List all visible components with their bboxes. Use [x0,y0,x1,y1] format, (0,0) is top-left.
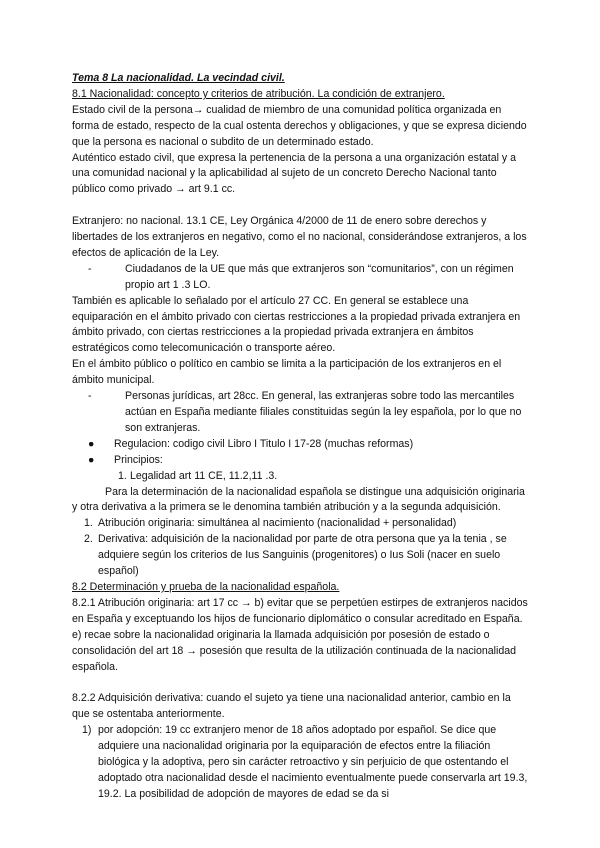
paragraph: En el ámbito público o político en cambio se limita a la participación de los extranjeros en el ámbito municipal. [72,358,502,387]
number-marker: 1. [118,469,127,482]
list-item-text: Personas jurídicas, art 28cc. En general, las extranjeras sobre todo las mercantiles actúan en España mediante filiales constituidas según la ley española, por lo que no son extranjeras. [125,390,522,434]
list-item-text: Legalidad art 11 CE, 11.2,11 .3. [130,469,278,482]
paragraph: Estado civil de la persona→ cualidad de miembro de una comunidad política organizada en forma de estado, respecto de la cual ostenta derechos y obligaciones, y que se expresa diciendo que la persona es nacional o subdito de un determinado estado. [72,103,527,148]
list-item [72,437,530,453]
spacer [72,675,530,691]
paragraph: 8.2.1 Atribución originaria: art 17 cc → b) evitar que se perpetúen estirpes de extranjeros nacidos en España y exceptuando los hijos de funcionario diplomático o consular acreditado en España. [72,596,528,625]
list-item [72,262,530,294]
paragraph: También es aplicable lo señalado por el artículo 27 CC. En general se establece una equiparación en el ámbito privado con ciertas restricciones a la propiedad privada extranjera en ámbito privado, con ciertas restricciones a la propiedad privada extranjera en ámbitos estratégicos como telecomunicación o transporte aéreo. [72,294,521,355]
list-item [72,532,530,580]
section-8-2-heading: 8.2 Determinación y prueba de la nacionalidad española. [72,580,340,593]
number-marker: 1. [84,517,93,530]
bullet-icon: ● [88,437,95,450]
list-item-text: Principios: [114,453,163,466]
list-item [72,469,530,485]
paragraph: Para la determinación de la nacionalidad española se distingue una adquisición originaria y otra derivativa a la primera se le denomina también atribución y a la segunda adquisición. [72,485,525,514]
list-item-text: por adopción: 19 cc extranjero menor de 18 años adoptado por español. Se dice que adquiere una nacionalidad originaria por la equiparación de efectos entre la filiación biológica y la adoptiva, pero sin carácter retroactivo y sin perjuicio de que ostentando el adoptado otra nacionalidad desde el nacimiento eventualmente puede conservarla art 19.3, 19.2. La posibilidad de adopción de mayores de edad se da si [98,724,528,800]
spacer [72,198,530,214]
list-item-text: Regulacion: codigo civil Libro I Titulo I 17-28 (muchas reformas) [114,437,414,450]
document-page [72,71,530,803]
section-8-1-heading: 8.1 Nacionalidad: concepto y criterios de atribución. La condición de extranjero. [72,87,445,100]
dash-marker: - [88,262,92,275]
number-marker: 2. [84,533,93,546]
list-item [72,453,530,469]
paragraph: 8.2.2 Adquisición derivativa: cuando el sujeto ya tiene una nacionalidad anterior, cambio en la que se ostentaba anteriormente. [72,692,511,721]
paragraph: Auténtico estado civil, que expresa la pertenencia de la persona a una organización estatal y a una comunidad nacional y la aplicabilidad al sujeto de un concreto Derecho Nacional tanto público como privado → art 9.1 cc. [72,151,517,196]
paragraph: e) recae sobre la nacionalidad originaria la llamada adquisición por posesión de estado o consolidación del art 18 → posesión que resulta de la utilización continuada de la nacionalidad española. [72,628,517,673]
paragraph: Extranjero: no nacional. 13.1 CE, Ley Orgánica 4/2000 de 11 de enero sobre derechos y libertades de los extranjeros en negativo, como el no nacional, considerándose extranjeros, a los efectos de aplicación de la Ley. [72,215,527,259]
list-item-text: Ciudadanos de la UE que más que extranjeros son “comunitarios”, con un régimen propio art 1 .3 LO. [125,262,514,291]
dash-marker: - [88,390,92,403]
list-item-text: Atribución originaria: simultánea al nacimiento (nacionalidad + personalidad) [98,517,457,530]
document-title: Tema 8 La nacionalidad. La vecindad civil. [72,72,285,84]
bullet-icon: ● [88,453,95,466]
list-item [72,723,530,803]
list-item [72,516,530,532]
list-item [72,389,530,437]
number-marker: 1) [82,724,92,737]
list-item-text: Derivativa: adquisición de la nacionalidad por parte de otra persona que ya la tenia , se adquiere según los criterios de Ius Sanguinis (progenitores) o Ius Soli (nacer en suelo español) [98,533,507,578]
